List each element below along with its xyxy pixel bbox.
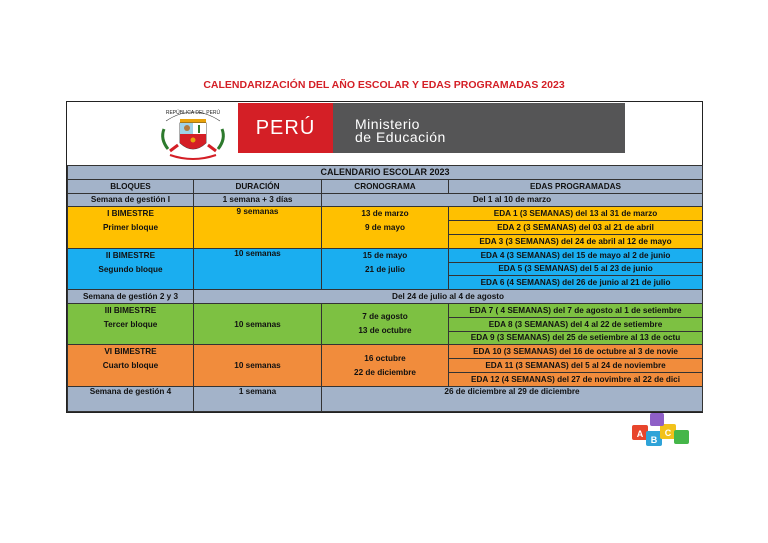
eda-3: EDA 3 (3 SEMANAS) del 24 de abril al 12 de mayo [449, 234, 703, 248]
bimestre-2-duration: 10 semanas [194, 248, 322, 289]
svg-text:B: B [650, 435, 658, 445]
eda-5: EDA 5 (3 SEMANAS) del 5 al 23 de junio [449, 262, 703, 276]
gestion-4-range: 26 de diciembre al 29 de diciembre [322, 386, 703, 411]
eda-7: EDA 7 ( 4 SEMANAS) del 7 de agosto al 1 de setiembre [449, 303, 703, 317]
bimestre-4-duration: 10 semanas [194, 345, 322, 386]
bimestre-3-duration: 10 semanas [194, 303, 322, 344]
gestion-4-row [68, 386, 703, 411]
eda-9: EDA 9 (3 SEMANAS) del 25 de setiembre al 13 de octu [449, 331, 703, 345]
header-cronograma: CRONOGRAMA [322, 179, 449, 193]
calendar-frame [66, 101, 703, 413]
table-title: CALENDARIO ESCOLAR 2023 [68, 166, 703, 180]
bimestre-1-cell: I BIMESTRE Primer bloque [68, 207, 194, 248]
bimestre-4-cell: VI BIMESTRE Cuarto bloque [68, 345, 194, 386]
eda-12: EDA 12 (4 SEMANAS) del 27 de novimbre al 22 de dici [449, 372, 703, 386]
eda-1: EDA 1 (3 SEMANAS) del 13 al 31 de marzo [449, 207, 703, 221]
header-edas: EDAS PROGRAMADAS [449, 179, 703, 193]
peru-coat-of-arms-icon [158, 105, 228, 161]
bimestre-3-schedule: 7 de agosto 13 de octubre [322, 303, 449, 344]
peru-text: PERÚ [255, 117, 316, 139]
gestion-2-3-row [68, 290, 703, 304]
table-row [68, 303, 703, 317]
document-title: CALENDARIZACIÓN DEL AÑO ESCOLAR Y EDAS PROGRAMADAS 2023 [203, 79, 565, 91]
eda-11: EDA 11 (3 SEMANAS) del 5 al 24 de noviembre [449, 359, 703, 373]
eda-8: EDA 8 (3 SEMANAS) del 4 al 22 de setiembre [449, 317, 703, 331]
ministry-logo [333, 103, 625, 153]
gestion-2-3-label: Semana de gestión 2 y 3 [68, 290, 194, 304]
eda-10: EDA 10 (3 SEMANAS) del 16 de octubre al 3 de novie [449, 345, 703, 359]
header-bloques: BLOQUES [68, 179, 194, 193]
gestion-1-range: Del 1 al 10 de marzo [322, 193, 703, 207]
header-duracion: DURACIÓN [194, 179, 322, 193]
eda-4: EDA 4 (3 SEMANAS) del 15 de mayo al 2 de junio [449, 248, 703, 262]
header-row [68, 179, 703, 193]
bimestre-2-schedule: 15 de mayo 21 de julio [322, 248, 449, 289]
ministry-text: Ministerio de Educación [355, 116, 446, 145]
gestion-2-3-range: Del 24 de julio al 4 de agosto [194, 290, 703, 304]
table-row [68, 345, 703, 359]
svg-text:REPÚBLICA DEL PERÚ: REPÚBLICA DEL PERÚ [165, 110, 221, 116]
bimestre-2-cell: II BIMESTRE Segundo bloque [68, 248, 194, 289]
table-row [68, 248, 703, 262]
gestion-1-label: Semana de gestión I [68, 193, 194, 207]
minedu-banner [67, 102, 702, 165]
table-title-row [68, 166, 703, 180]
gestion-4-label: Semana de gestión 4 [68, 386, 194, 411]
abc-blocks-icon [630, 411, 692, 449]
gestion-1-row [68, 193, 703, 207]
bimestre-3-cell: III BIMESTRE Tercer bloque [68, 303, 194, 344]
table-row [68, 207, 703, 221]
bimestre-4-schedule: 16 octubre 22 de diciembre [322, 345, 449, 386]
eda-2: EDA 2 (3 SEMANAS) del 03 al 21 de abril [449, 221, 703, 235]
svg-text:C: C [664, 428, 672, 438]
gestion-4-duration: 1 semana [194, 386, 322, 411]
gestion-1-duration: 1 semana + 3 días [194, 193, 322, 207]
eda-6: EDA 6 (4 SEMANAS) del 26 de junio al 21 de julio [449, 276, 703, 290]
peru-logo [238, 103, 333, 153]
svg-text:A: A [636, 429, 644, 439]
bimestre-1-duration: 9 semanas [194, 207, 322, 248]
school-calendar-table [67, 165, 703, 412]
bimestre-1-schedule: 13 de marzo 9 de mayo [322, 207, 449, 248]
